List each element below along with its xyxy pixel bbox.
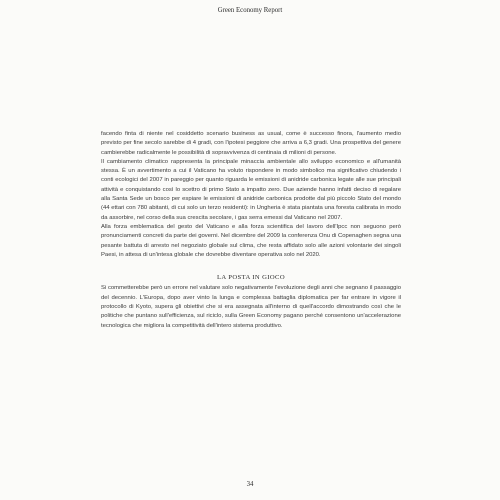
running-header: Green Economy Report — [217, 7, 283, 14]
paragraph: Il cambiamento climatico rappresenta la principale minaccia ambientale allo sviluppo economico e all'umanità stessa. È un avvertimento a cui il Vaticano ha voluto rispondere in modo simbolico ma significativo chiudendo i conti ecologici del 2007 in pareggio per quanto riguarda le emissioni di anidride carbonica legate alle sue principali attività e conquistando così lo scettro di primo Stato a impatto zero. Due aziende hanno infatti deciso di regalare alla Santa Sede un bosco per espiare le emissioni di anidride carbonica prodotte dal più piccolo Stato del mondo (44 ettari con 780 abitanti, di cui solo un terzo residenti): in Ungheria è stata piantata una foresta calibrata in modo da assorbire, nel corso della sua crescita secolare, i gas serra emessi dal Vaticano nel 2007. — [101, 158, 401, 221]
paragraph: Si commetterebbe però un errore nel valutare solo negativamente l'evoluzione degli anni che segnano il passaggio del decennio. L'Europa, dopo aver vinto la lunga e complessa battaglia diplomatica per far entrare in vigore il protocollo di Kyoto, supera gli obiettivi che si era assegnata all'interno di quell'accordo dimostrando così che le politiche che puntano sull'efficienza, sul riciclo, sulla Green Economy pagano perché consentono un'accelerazione tecnologica che migliora la competitività dell'intero sistema produttivo. — [101, 285, 401, 329]
page-number: 34 — [246, 481, 254, 488]
paragraph: Alla forza emblematica del gesto del Vaticano e alla forza scientifica del lavoro dell'Ipcc non seguono però pronunciamenti concreti da parte dei governi. Nel dicembre del 2009 la conferenza Onu di Copenaghen segna una pesante battuta di arresto nel negoziato globale sul clima, che resta affidato solo alle azioni volontarie dei singoli Paesi, in attesa di un'intesa globale che dovrebbe diventare operativa solo nel 2020. — [101, 223, 401, 258]
section-title: LA POSTA IN GIOCO — [216, 274, 285, 282]
body-text — [101, 130, 401, 331]
paragraph: facendo finta di niente nel cosiddetto scenario business as usual, come è successo finora, l'aumento medio previsto per fine secolo sarebbe di 4 gradi, con l'ipotesi peggiore che arriva a 6,3 gradi. Una prospettiva del genere cambierebbe radicalmente le possibilità di sopravvivenza di centinaia di milioni di persone. — [101, 131, 401, 156]
